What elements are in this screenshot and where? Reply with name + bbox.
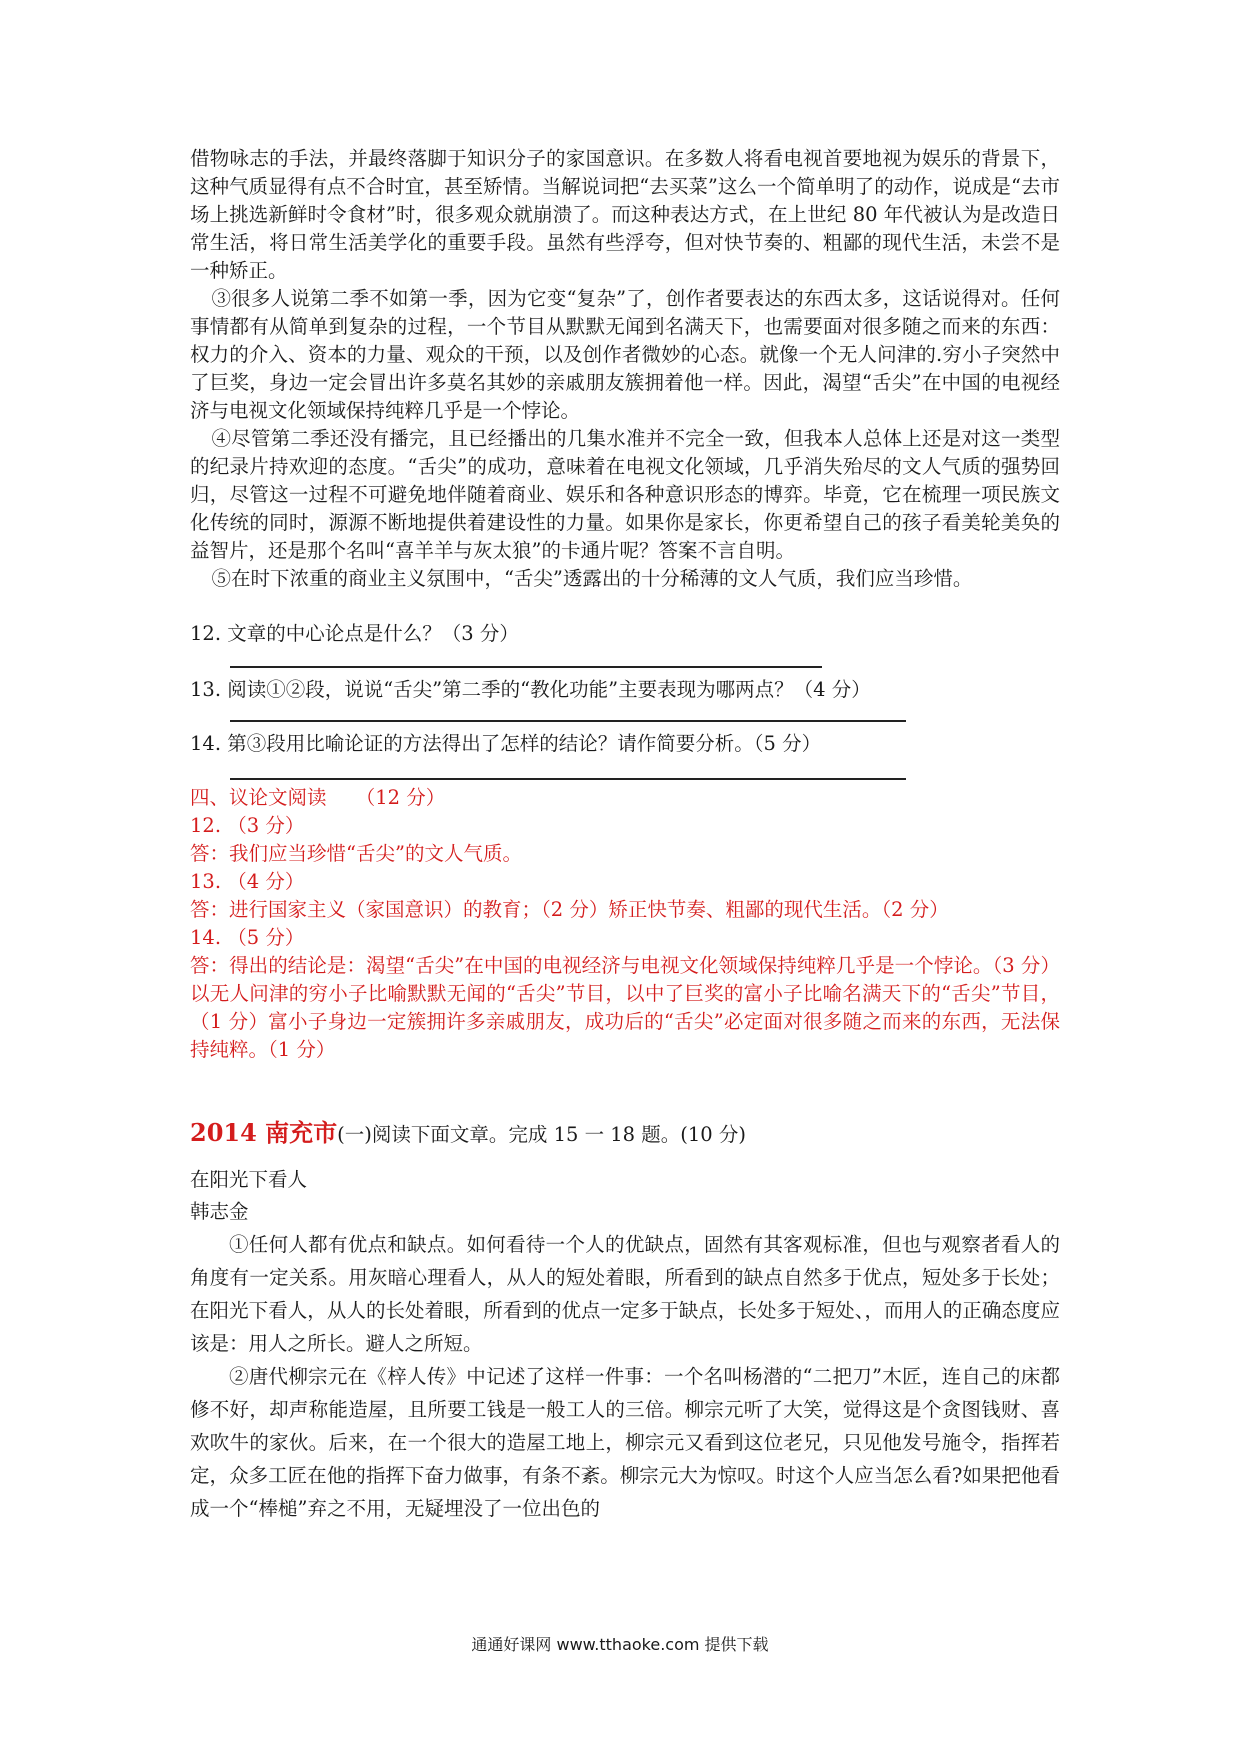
answer-12-text: 答：我们应当珍惜“舌尖”的文人气质。: [190, 842, 522, 865]
answer-section-heading: 四、议论文阅读 （12 分）: [190, 786, 446, 809]
answer-13-text: 答：进行国家主义（家国意识）的教育；（2 分）矫正快节奏、粗鄙的现代生活。（2 分）: [190, 898, 949, 921]
section-title: [190, 1116, 1060, 1152]
answer-14-text: 答：得出的结论是：渴望“舌尖”在中国的电视经济与电视文化领域保持纯粹几乎是一个悖论。（3 分）以无人问津的穷小子比喻默默无闻的“舌尖”节目，以中了巨奖的富小子比喻名满天下的“舌尖”节目，（1 分）富小子身边一定簇拥许多亲戚朋友，成功后的“舌尖”必定面对很多随之而来的东西，无法保持纯粹。（1 分）: [190, 954, 1060, 1061]
article-title: 在阳光下看人: [190, 1168, 308, 1191]
section-title-year-city: 2014 南充市: [190, 1118, 338, 1147]
article-paragraph-1: ①任何人都有优点和缺点。如何看待一个人的优缺点，固然有其客观标准，但也与观察者看人的角度有一定关系。用灰暗心理看人，从人的短处着眼，所看到的缺点自然多于优点，短处多于长处；在阳光下看人，从人的长处着眼，所看到的优点一定多于缺点，长处多于短处、，而用人的正确态度应该是：用人之所长。避人之所短。: [190, 1233, 1060, 1355]
paragraph-4: ④尽管第二季还没有播完，且已经播出的几集水准并不完全一致，但我本人总体上还是对这一类型的纪录片持欢迎的态度。“舌尖”的成功，意味着在电视文化领域，几乎消失殆尽的文人气质的强势回归，尽管这一过程不可避免地伴随着商业、娱乐和各种意识形态的博弈。毕竟，它在梳理一项民族文化传统的同时，源源不断地提供着建设性的力量。如果你是家长，你更希望自己的孩子看美轮美奂的益智片，还是那个名叫“喜羊羊与灰太狼”的卡通片呢？答案不言自明。: [190, 427, 1060, 562]
paragraph-5: ⑤在时下浓重的商业主义氛围中，“舌尖”透露出的十分稀薄的文人气质，我们应当珍惜。: [211, 567, 973, 590]
question-13: 13. 阅读①②段，说说“舌尖”第二季的“教化功能”主要表现为哪两点？（4 分）: [190, 678, 871, 701]
answer-14-score: 14. （5 分）: [190, 926, 305, 949]
footer-text: 通通好课网 www.tthaoke.com 提供下载: [471, 1635, 769, 1654]
answer-key: [190, 784, 1060, 1064]
question-12: 12. 文章的中心论点是什么？（3 分）: [190, 622, 519, 645]
answer-13-score: 13. （4 分）: [190, 870, 305, 893]
article-author: 韩志金: [190, 1200, 249, 1223]
article-paragraph-2: ②唐代柳宗元在《梓人传》中记述了这样一件事：一个名叫杨潜的“二把刀”木匠，连自己的床都修不好，却声称能造屋，且所要工钱是一般工人的三倍。柳宗元听了大笑，觉得这是个贪图钱财、喜欢吹牛的家伙。后来，在一个很大的造屋工地上，柳宗元又看到这位老兄，只见他发号施令，指挥若定，众多工匠在他的指挥下奋力做事，有条不紊。柳宗元大为惊叹。时这个人应当怎么看?如果把他看成一个“棒槌”弃之不用，无疑埋没了一位出色的: [190, 1365, 1060, 1520]
section-title-instructions: (一)阅读下面文章。完成 15 一 18 题。(10 分): [337, 1123, 747, 1146]
document-page: [190, 145, 1060, 1525]
paragraph-3: ③很多人说第二季不如第一季，因为它变“复杂”了，创作者要表达的东西太多，这话说得对。任何事情都有从简单到复杂的过程，一个节目从默默无闻到名满天下，也需要面对很多随之而来的东西：权力的介入、资本的力量、观众的干预，以及创作者微妙的心态。就像一个无人问津的.穷小子突然中了巨奖，身边一定会冒出许多莫名其妙的亲戚朋友簇拥着他一样。因此，渴望“舌尖”在中国的电视经济与电视文化领域保持纯粹几乎是一个悖论。: [190, 287, 1060, 422]
question-14: 14. 第③段用比喻论证的方法得出了怎样的结论？请作简要分析。（5 分）: [190, 732, 822, 755]
paragraph-continued: 借物咏志的手法，并最终落脚于知识分子的家国意识。在多数人将看电视首要地视为娱乐的背景下，这种气质显得有点不合时宜，甚至矫情。当解说词把“去买菜”这么一个简单明了的动作，说成是“去市场上挑选新鲜时令食材”时，很多观众就崩溃了。而这种表达方式，在上世纪 80 年代被认为是改造日常生活，将日常生活美学化的重要手段。虽然有些浮夸，但对快节奏的、粗鄙的现代生活，未尝不是一种矫正。: [190, 147, 1060, 282]
answer-12-score: 12. （3 分）: [190, 814, 305, 837]
